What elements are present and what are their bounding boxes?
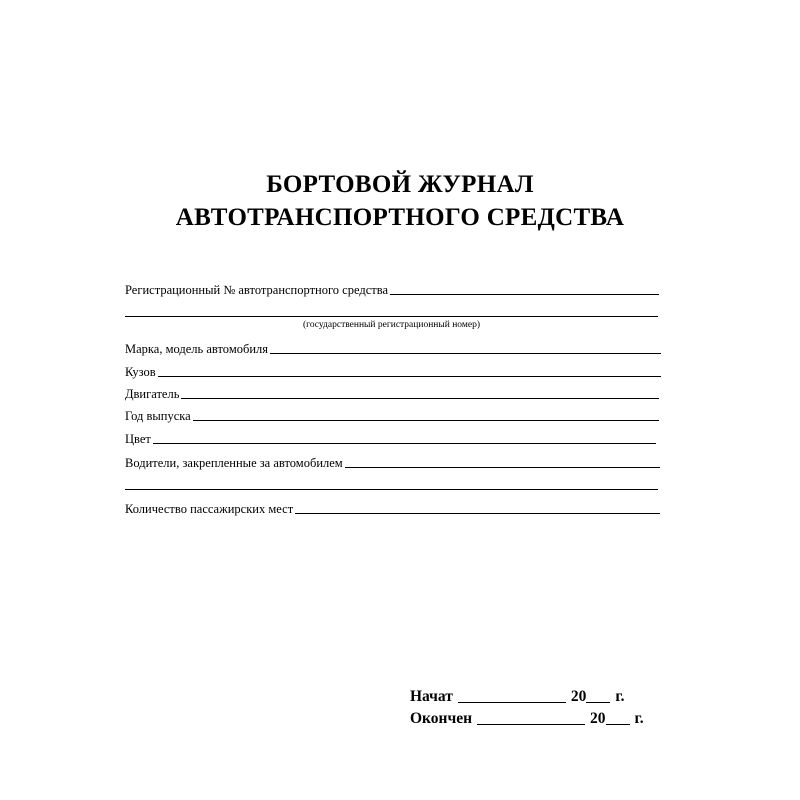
make-model-row: [125, 338, 661, 356]
ended-year-suffix: г.: [634, 710, 644, 727]
drivers-row: [125, 452, 660, 470]
engine-label: Двигатель: [125, 387, 180, 401]
drivers-label: Водители, закрепленные за автомобилем: [125, 456, 343, 470]
drivers-field[interactable]: [345, 467, 660, 468]
ended-century: 20: [590, 710, 606, 727]
year-label: Год выпуска: [125, 409, 191, 423]
started-label: Начат: [410, 688, 453, 705]
started-row: [410, 688, 625, 706]
body-row: [125, 361, 661, 379]
registration-number-row: [125, 279, 659, 297]
color-field[interactable]: [153, 443, 656, 444]
passenger-seats-row: [125, 498, 660, 516]
body-label: Кузов: [125, 365, 156, 379]
make-model-label: Марка, модель автомобиля: [125, 342, 269, 356]
year-row: [125, 405, 659, 423]
document-title-line-1: БОРТОВОЙ ЖУРНАЛ: [266, 171, 534, 198]
drivers-field-continued[interactable]: [125, 489, 658, 490]
started-date-field[interactable]: [458, 702, 566, 703]
started-year-suffix: г.: [615, 688, 625, 705]
ended-year-field[interactable]: [606, 724, 630, 725]
year-field[interactable]: [193, 420, 659, 421]
ended-row: [410, 710, 644, 728]
color-row: [125, 428, 656, 446]
ended-date-field[interactable]: [477, 724, 585, 725]
started-century: 20: [570, 688, 587, 705]
make-model-field[interactable]: [270, 353, 661, 354]
registration-number-field[interactable]: [390, 294, 659, 295]
registration-number-caption: (государственный регистрационный номер): [303, 320, 480, 330]
engine-row: [125, 383, 659, 401]
body-field[interactable]: [158, 376, 661, 377]
passenger-seats-label: Количество пассажирских мест: [125, 502, 294, 516]
registration-number-field-continued[interactable]: [125, 316, 658, 317]
ended-label: Окончен: [410, 710, 473, 727]
document-title-line-2: АВТОТРАНСПОРТНОГО СРЕДСТВА: [175, 204, 625, 231]
engine-field[interactable]: [181, 398, 659, 399]
registration-number-label: Регистрационный № автотранспортного средства: [125, 283, 389, 297]
color-label: Цвет: [125, 432, 151, 446]
started-year-field[interactable]: [586, 702, 610, 703]
passenger-seats-field[interactable]: [295, 513, 660, 514]
